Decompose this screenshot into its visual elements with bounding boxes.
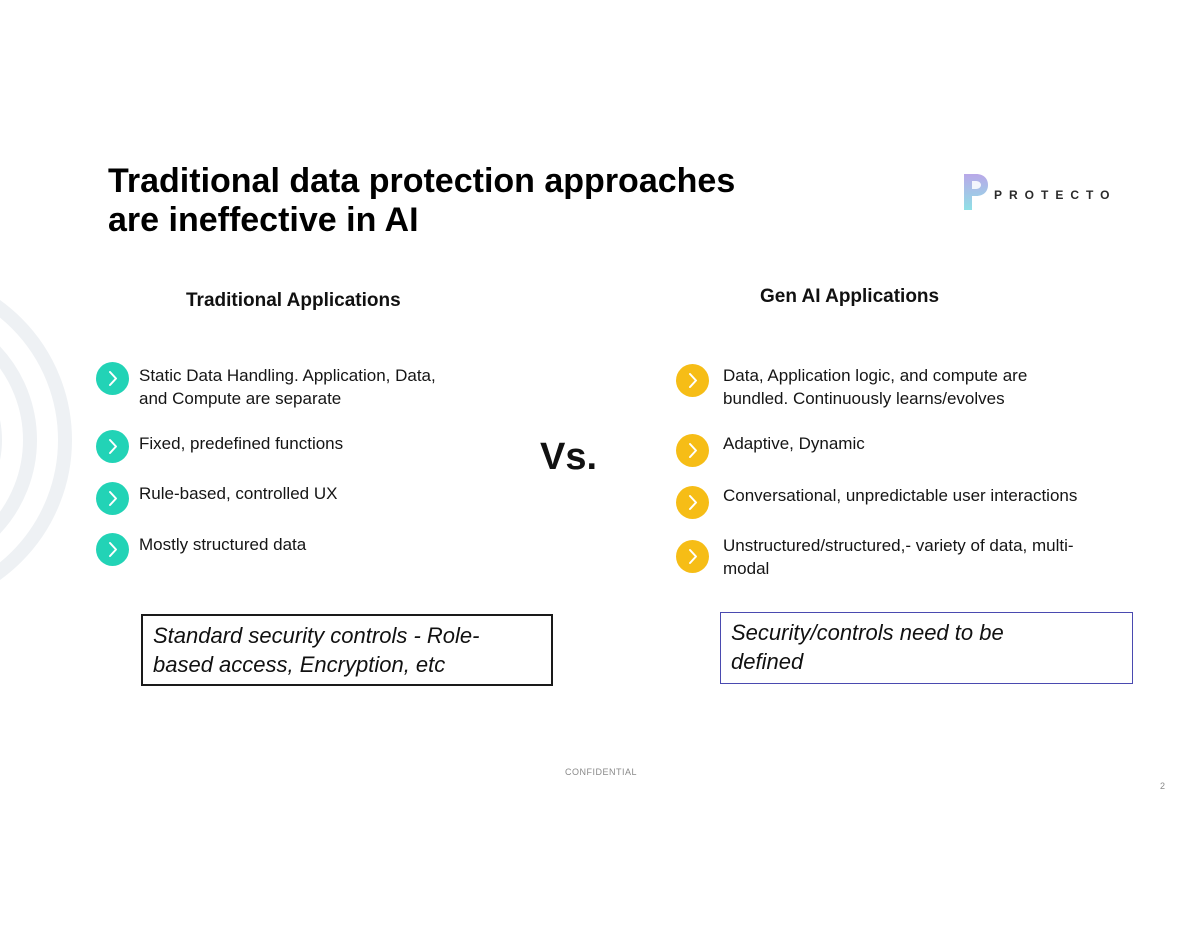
chevron-right-icon [676,364,709,397]
list-item-text: Mostly structured data [139,535,307,554]
chevron-right-icon [96,362,129,395]
title-line: are ineffective in AI [108,201,419,239]
confidential-footer: CONFIDENTIAL [565,767,638,777]
list-item-text: Unstructured/structured,- variety of data, multi- modal [723,536,1074,578]
protecto-p-logo-icon [960,170,990,214]
chevron-right-icon [96,482,129,515]
chevron-right-icon [96,430,129,463]
list-item-text: Data, Application logic, and compute are bundled. Continuously learns/evolves [723,366,1028,408]
genai-heading: Gen AI Applications [760,286,940,307]
page-number: 2 [1160,781,1166,791]
list-item-text: Adaptive, Dynamic [723,434,865,453]
chevron-right-icon [676,540,709,573]
list-item-text: Static Data Handling. Application, Data, and Compute are separate [139,366,436,408]
genai-controls-box [720,612,1133,684]
chevron-right-icon [96,533,129,566]
traditional-heading: Traditional Applications [186,290,401,311]
protecto-logo [960,170,1130,214]
box-line: defined [731,649,804,674]
background-arcs-decoration [0,250,160,630]
box-line: based access, Encryption, etc [153,652,446,677]
logo-text: PROTECTO [994,188,1117,202]
chevron-right-icon [676,486,709,519]
vs-label: Vs. [540,436,598,478]
title-line: Traditional data protection approaches [108,162,736,200]
list-item-text: Conversational, unpredictable user interactions [723,486,1078,505]
box-line: Security/controls need to be [731,620,1004,645]
page-title [108,162,868,240]
list-item-text: Fixed, predefined functions [139,434,344,453]
box-line: Standard security controls - Role- [153,623,480,648]
list-item-text: Rule-based, controlled UX [139,484,338,503]
traditional-controls-box [141,614,553,686]
chevron-right-icon [676,434,709,467]
